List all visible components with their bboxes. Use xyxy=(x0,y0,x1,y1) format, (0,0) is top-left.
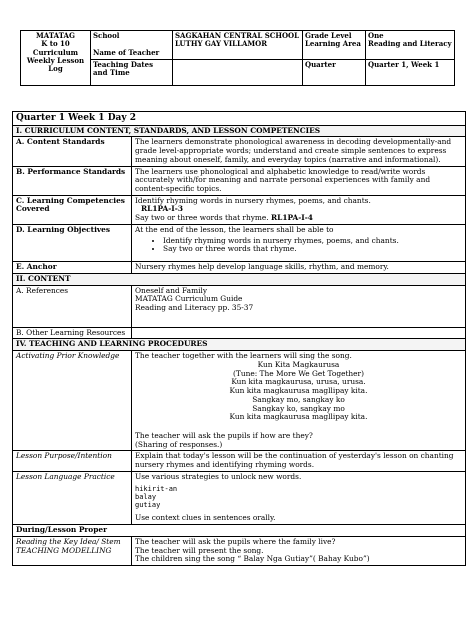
header-table xyxy=(20,30,455,86)
purpose-label: Lesson Purpose/Intention xyxy=(13,451,132,471)
performance-standards-label: B. Performance Standards xyxy=(13,166,132,195)
objective-item: • Identify rhyming words in nursery rhymes, poems, and chants. xyxy=(163,237,462,246)
content-standards-label: A. Content Standards xyxy=(13,137,132,166)
section-curriculum: I. CURRICULUM CONTENT, STANDARDS, AND LESSON COMPETENCIES xyxy=(13,125,466,137)
competencies: Identify rhyming words in nursery rhymes, poems, and chants. RL1PA-I-3 Say two or three words that rhyme. RL1PA-I-4 xyxy=(132,195,466,224)
language-practice-label: Lesson Language Practice xyxy=(13,471,132,524)
lesson-table xyxy=(12,111,466,566)
objectives: At the end of the lesson, the learners shall be able to • Identify rhyming words in nursery rhymes, poems, and chants. • Say two or three words that rhyme. xyxy=(132,224,466,261)
quarter-value: Quarter 1, Week 1 xyxy=(366,59,455,85)
grade-label: Grade Level Learning Area xyxy=(303,31,366,60)
prior-knowledge: The teacher together with the learners will sing the song. Kun Kita Magkaurusa (Tune: The More We Get Together) Kun kita magkaurusa, urusa, urusa. Kun kita magkaurusa magllipay kita. Sangkay mo, sangkay ko Sangkay ko, sangkay mo Kun kita magkaurusa magllipay kita. The teacher will ask the pupils if how are they? (Sharing of responses.) xyxy=(132,351,466,451)
objectives-label: D. Learning Objectives xyxy=(13,224,132,261)
during-lesson-label: During/Lesson Proper xyxy=(13,525,466,537)
references-label: A. References xyxy=(13,285,132,327)
dates-value xyxy=(173,59,303,85)
references: Oneself and Family MATATAG Curriculum Guide Reading and Literacy pp. 35-37 xyxy=(132,285,466,327)
content-standards: The learners demonstrate phonological awareness in decoding developmentally-and grade level-appropriate words; understand and create simple sentences to express meaning about oneself, family, and everyday topics (narrative and informational). xyxy=(132,137,466,166)
anchor: Nursery rhymes help develop language skills, rhythm, and memory. xyxy=(132,262,466,274)
reading-key-idea: The teacher will ask the pupils where the family live? The teacher will present the song. The children sing the song “ Balay Nga Gutiay”( Bahay Kubo”) xyxy=(132,536,466,565)
other-resources xyxy=(132,327,466,339)
performance-standards: The learners use phonological and alphabetic knowledge to read/write words accurately with/for meaning and narrate personal experiences with family and content-specific topics. xyxy=(132,166,466,195)
form-title: MATATAG K to 10 Curriculum Weekly Lesson Log xyxy=(21,31,91,86)
section-procedures: IV. TEACHING AND LEARNING PROCEDURES xyxy=(13,339,466,351)
purpose: Explain that today's lesson will be the continuation of yesterday's lesson on chanting nursery rhymes and identifying rhyming words. xyxy=(132,451,466,471)
anchor-label: E. Anchor xyxy=(13,262,132,274)
school-value: SAGKAHAN CENTRAL SCHOOL LUTHY GAY VILLAMOR xyxy=(173,31,303,60)
language-practice: Use various strategies to unlock new words. hikirit-an balay gutiay Use context clues in sentences orally. xyxy=(132,471,466,524)
section-content: II. CONTENT xyxy=(13,273,466,285)
quarter-label: Quarter xyxy=(303,59,366,85)
reading-key-idea-label: Reading the Key Idea/ Stem TEACHING MODELLING xyxy=(13,536,132,565)
competencies-label: C. Learning Competencies Covered xyxy=(13,195,132,224)
school-label: School Name of Teacher xyxy=(91,31,173,60)
dates-label: Teaching Dates and Time xyxy=(91,59,173,85)
grade-value: One Reading and Literacy xyxy=(366,31,455,60)
other-resources-label: B. Other Learning Resources xyxy=(13,327,132,339)
quarter-day-title: Quarter 1 Week 1 Day 2 xyxy=(13,112,466,126)
song-lyrics: Kun Kita Magkaurusa (Tune: The More We Get Together) Kun kita magkaurusa, urusa, urusa. Kun kita magkaurusa magllipay kita. Sangkay mo, sangkay ko Sangkay ko, sangkay mo Kun kita magkaurusa magllipay kita. xyxy=(229,359,368,422)
prior-knowledge-label: Activating Prior Knowledge xyxy=(13,351,132,451)
objective-item: • Say two or three words that rhyme. xyxy=(163,245,462,254)
